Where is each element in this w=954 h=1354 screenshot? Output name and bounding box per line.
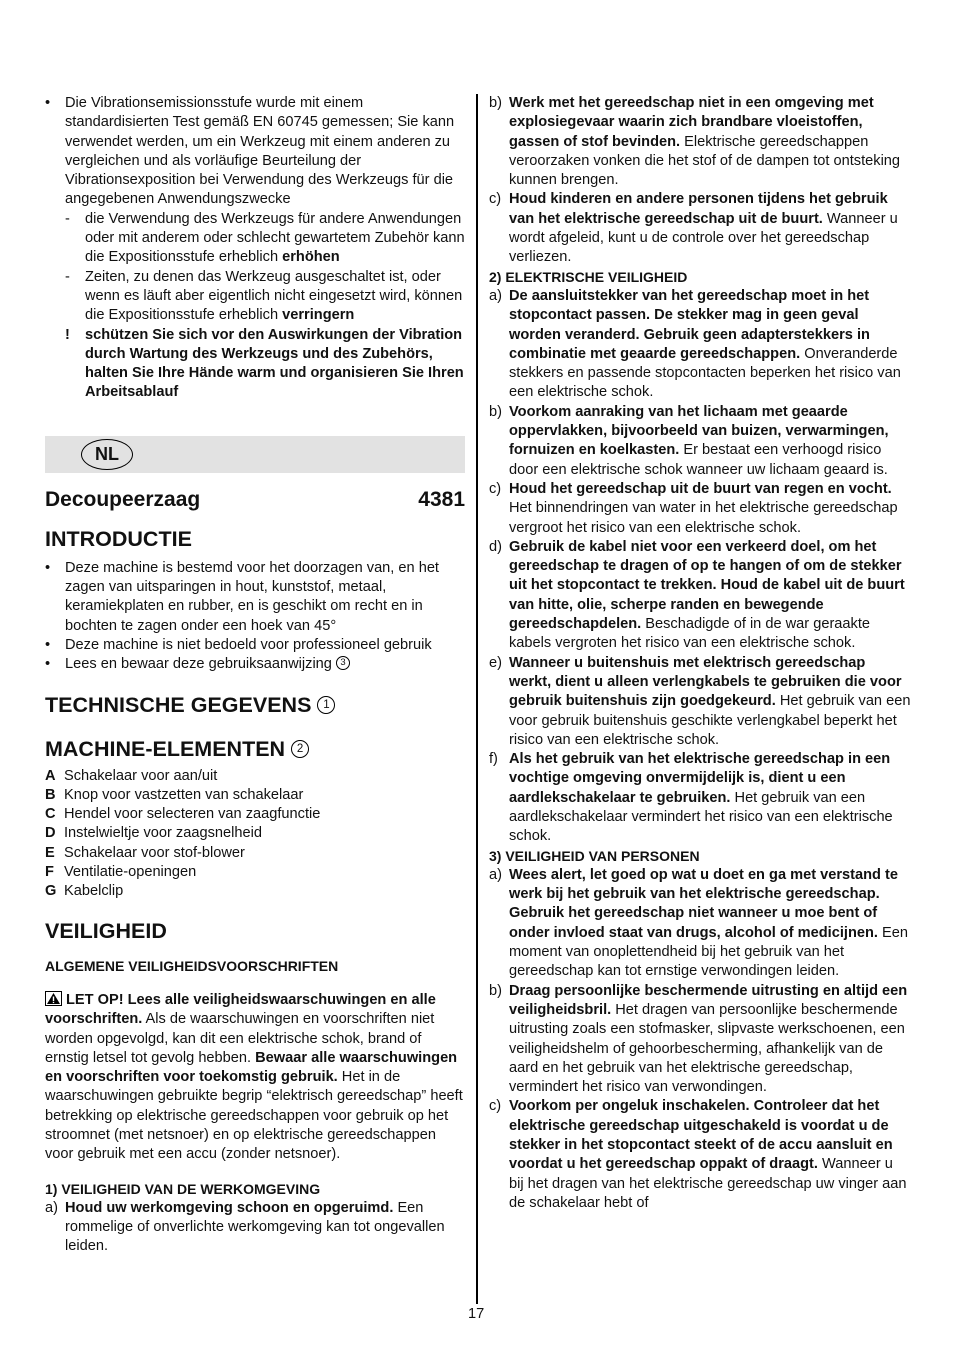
- item-letter: c): [489, 191, 502, 208]
- list-item: [65, 210, 465, 268]
- bullet: •: [45, 636, 51, 653]
- item-letter: c): [489, 480, 502, 497]
- item-bold: Wanneer u buitenshuis met elektrisch gereedschap werkt, dient u alleen verlengkabels te gebruiken die voor gebruik buitenshuis zijn goedgekeurd.: [509, 654, 902, 710]
- item-letter: c): [489, 1098, 502, 1115]
- vibration-sub-bold: erhöhen: [282, 249, 340, 266]
- item-text: Het gebruik van een voor gebruik buitenshuis geschikte verlengkabel beperkt het risico van een elektrische schok.: [509, 693, 911, 748]
- item-letter: b): [489, 982, 502, 999]
- element-item: [45, 863, 465, 882]
- element-item: [45, 767, 465, 786]
- page-number: 17: [468, 1306, 485, 1322]
- work-area-heading: 1) VEILIGHEID VAN DE WERKOMGEVING: [45, 1180, 321, 1197]
- item-bold: Wees alert, let goed op wat u doet en ga met verstand te werk bij het gebruik van het elektrische gereedschap. Gebruik het gereedschap niet wanneer u moe bent of onder invloed staat van drugs, alcohol of medicijnen.: [509, 866, 898, 941]
- item-text: Beschadigde of in de war geraakte kabels vergroten het risico van een elektrische schok.: [509, 616, 871, 652]
- element-label: Hendel voor selecteren van zaagfunctie: [64, 806, 321, 823]
- item-letter: b): [489, 403, 502, 420]
- vibration-sub-text: die Verwendung des Werkzeugs für andere Anwendungen oder mit anderem oder schlecht gewartetem Zubehör kann die Expositionsstufe erheblich: [85, 210, 465, 266]
- element-letter: F: [45, 864, 54, 881]
- dash: -: [65, 268, 70, 285]
- element-letter: G: [45, 883, 57, 900]
- intro-text: Lees en bewaar deze gebruiksaanwijzing: [65, 656, 336, 673]
- safety-heading: VEILIGHEID: [45, 918, 167, 943]
- list-item: [489, 982, 911, 1098]
- item-bold: Als het gebruik van het elektrische gereedschap in een vochtige omgeving onvermijdelijk is, dient u een aardlekschakelaar te gebruiken.: [509, 751, 891, 806]
- element-item: [45, 786, 465, 805]
- item-text: Elektrische gereedschappen veroorzaken vonken die het stof of de dampen tot ontsteking kunnen brengen.: [509, 133, 901, 189]
- vibration-text: Die Vibrationsemissionsstufe wurde mit einem standardisierten Test gemäß EN 60745 gemessen; Sie kann verwendet werden, um ein Werkzeug mit einem anderen zu vergleichen und als vorläufige Beurteilung der Vibrationsexposition bei Verwendung des Werkzeugs für die angegebenen Anwendungszwecke: [65, 95, 455, 208]
- item-bold: Houd kinderen en andere personen tijdens het gebruik van het elektrische gereedschap uit de buurt.: [509, 191, 888, 227]
- item-bold: Gebruik de kabel niet voor een verkeerd doel, om het gereedschap te dragen of op te hangen of om de stekker uit het stopcontact te trekken. Houd de kabel uit de buurt van hitte, olie, scherpe randen en bewegende gereedschapdelen.: [509, 538, 905, 633]
- dash: -: [65, 210, 70, 227]
- product-title-row: [45, 487, 465, 513]
- element-letter: E: [45, 844, 55, 861]
- element-letter: B: [45, 786, 56, 803]
- general-safety-heading: ALGEMENE VEILIGHEIDSVOORSCHRIFTEN: [45, 957, 339, 974]
- vibration-sub-text: Zeiten, zu denen das Werkzeug ausgeschaltet ist, oder wenn es läuft aber eigentlich nicht eingesetzt wird, können die Expositionsstufe erheblich: [85, 268, 463, 324]
- warning-icon: [45, 991, 62, 1006]
- item-letter: b): [489, 95, 502, 111]
- item-letter: a): [489, 866, 502, 883]
- warning-text: Als de waarschuwingen en voorschriften niet worden opgevolgd, kan dit een elektrische schok, brand of ernstig letsel tot gevolg hebben.: [45, 1011, 435, 1066]
- elements-heading-text: MACHINE-ELEMENTEN: [45, 736, 292, 761]
- item-text: Er bestaat een verhoogd risico door een elektrische schok wanneer uw lichaam geaard is.: [509, 442, 888, 478]
- left-column: [45, 94, 465, 1257]
- figure-ref: 3: [336, 656, 350, 670]
- element-item: [45, 844, 465, 863]
- product-name: Decoupeerzaag: [45, 487, 201, 511]
- element-item: [45, 805, 465, 824]
- list-item: [65, 326, 465, 403]
- right-column: [489, 94, 911, 1213]
- intro-text: Deze machine is bestemd voor het doorzagen van, en het zagen van uitsparingen in hout, kunststof, metaal, keramiekplaten en rubber, en is geschikt om recht en in bochten te zagen onder een hoek van 45°: [65, 559, 439, 634]
- list-item: [489, 403, 911, 480]
- intro-heading: INTRODUCTIE: [45, 526, 192, 551]
- element-letter: A: [45, 767, 56, 784]
- list-item: [489, 654, 911, 750]
- element-label: Knop voor vastzetten van schakelaar: [64, 786, 304, 803]
- bullet: •: [45, 95, 51, 111]
- item-text: Een rommelige of onverlichte werkomgeving kan tot ongevallen leiden.: [65, 1199, 445, 1255]
- item-bold: Voorkom per ongeluk inschakelen. Controleer dat het elektrische gereedschap uitgeschakeld is voordat u de stekker in het stopcontact steekt of de accu aansluit en voordat u het gereedschap oppakt of draagt.: [509, 1098, 893, 1173]
- item-text: Wanneer u wordt afgeleid, kunt u de controle over het gereedschap verliezen.: [509, 210, 898, 266]
- item-letter: f): [489, 751, 498, 768]
- general-warning: [45, 991, 465, 1165]
- warning-bold: Bewaar alle waarschuwingen en voorschriften voor toekomstig gebruik.: [45, 1049, 458, 1086]
- list-item: [45, 636, 465, 655]
- personal-safety-heading: 3) VEILIGHEID VAN PERSONEN: [489, 847, 700, 864]
- language-band: [45, 436, 465, 473]
- item-letter: a): [489, 287, 502, 304]
- item-text: Wanneer u bij het dragen van het elektrische gereedschap uw vinger aan de schakelaar hebt of: [509, 1156, 907, 1211]
- bullet: •: [45, 559, 51, 576]
- element-item: [45, 824, 465, 843]
- list-item: [45, 94, 465, 210]
- item-bold: De aansluitstekker van het gereedschap moet in het stopcontact passen. De stekker mag in geen geval worden veranderd. Gebruik geen adapterstekkers in combinatie met geaarde gereedschappen.: [509, 287, 870, 362]
- tech-heading: [45, 691, 465, 719]
- list-item: [65, 268, 465, 326]
- item-text: Het gebruik van een aardlekschakelaar vermindert het risico van een elektrische schok.: [509, 789, 893, 845]
- item-text: Het dragen van persoonlijke beschermende uitrusting zoals een stofmasker, slipvaste werkschoenen, een veiligheidshelm of gehoorbescherming, afhankelijk van de aard en het gebruik van het elektrische gereedschap, vermindert het risico van verwondingen.: [509, 1001, 905, 1096]
- list-item: [489, 866, 911, 982]
- warning-bold: LET OP! Lees alle veiligheidswaarschuwingen en alle voorschriften.: [45, 991, 436, 1028]
- bullet: •: [45, 656, 51, 673]
- element-item: [45, 882, 465, 901]
- column-divider: [476, 94, 478, 1304]
- vibration-sub-bold: verringern: [282, 307, 355, 324]
- list-item: [489, 538, 911, 654]
- element-label: Schakelaar voor aan/uit: [64, 767, 218, 784]
- list-item: [489, 750, 911, 846]
- element-label: Kabelclip: [64, 883, 124, 900]
- list-item: [489, 190, 911, 267]
- item-text: Het binnendringen van water in het elektrische gereedschap vergroot het risico van een elektrische schok.: [509, 500, 898, 536]
- model-number: 4381: [418, 487, 465, 511]
- vibration-protect-text: schützen Sie sich vor den Auswirkungen der Vibration durch Wartung des Werkzeugs und des Zubehörs, halten Sie Ihre Hände warm und organisieren Sie Ihren Arbeitsablauf: [85, 326, 464, 401]
- language-badge: NL: [81, 439, 133, 470]
- element-letter: D: [45, 825, 56, 842]
- list-item: [45, 1199, 465, 1257]
- element-label: Ventilatie-openingen: [64, 864, 197, 881]
- item-letter: d): [489, 538, 502, 555]
- electrical-heading: 2) ELEKTRISCHE VEILIGHEID: [489, 268, 688, 285]
- list-item: [489, 1097, 911, 1213]
- element-label: Schakelaar voor stof-blower: [64, 844, 245, 861]
- item-bold: Houd het gereedschap uit de buurt van regen en vocht.: [509, 480, 892, 497]
- intro-text: Deze machine is niet bedoeld voor professioneel gebruik: [65, 636, 432, 653]
- item-bold: Draag persoonlijke beschermende uitrusting en altijd een veiligheidsbril.: [509, 982, 908, 1018]
- item-text: Een moment van onoplettendheid bij het gebruik van het gereedschap kan tot ernstige verwondingen leiden.: [509, 924, 908, 980]
- figure-ref: 2: [291, 740, 309, 758]
- item-letter: a): [45, 1199, 58, 1216]
- elements-heading: [45, 735, 465, 763]
- element-label: Instelwieltje voor zaagsnelheid: [64, 825, 262, 842]
- item-bold: Houd uw werkomgeving schoon en opgeruimd.: [65, 1199, 394, 1216]
- list-item: [489, 287, 911, 403]
- list-item: [45, 655, 465, 674]
- list-item: [489, 94, 911, 190]
- list-item: [489, 480, 911, 538]
- element-letter: C: [45, 806, 56, 823]
- tech-heading-text: TECHNISCHE GEGEVENS: [45, 692, 318, 717]
- item-bold: Werk met het gereedschap niet in een omgeving met explosiegevaar waarin zich brandbare vloeistoffen, gassen of stof bevinden.: [509, 95, 874, 150]
- item-bold: Voorkom aanraking van het lichaam met geaarde oppervlakken, bijvoorbeeld van buizen, verwarmingen, fornuizen en koelkasten.: [509, 403, 889, 459]
- list-item: [45, 559, 465, 636]
- warning-text: Het in de waarschuwingen gebruikte begrip “elektrisch gereedschap” heeft betrekking op elektrische gereedschappen voor gebruik op het stroomnet (met netsnoer) en op elektrische gereedschappen voor gebruik met een accu (zonder netsnoer).: [45, 1069, 463, 1163]
- elements-list: [45, 767, 465, 902]
- item-letter: e): [489, 654, 502, 671]
- item-text: Onveranderde stekkers en passende stopcontacten beperken het risico van een elektrische schok.: [509, 345, 901, 401]
- figure-ref: 1: [317, 696, 335, 714]
- exclamation: !: [65, 326, 70, 343]
